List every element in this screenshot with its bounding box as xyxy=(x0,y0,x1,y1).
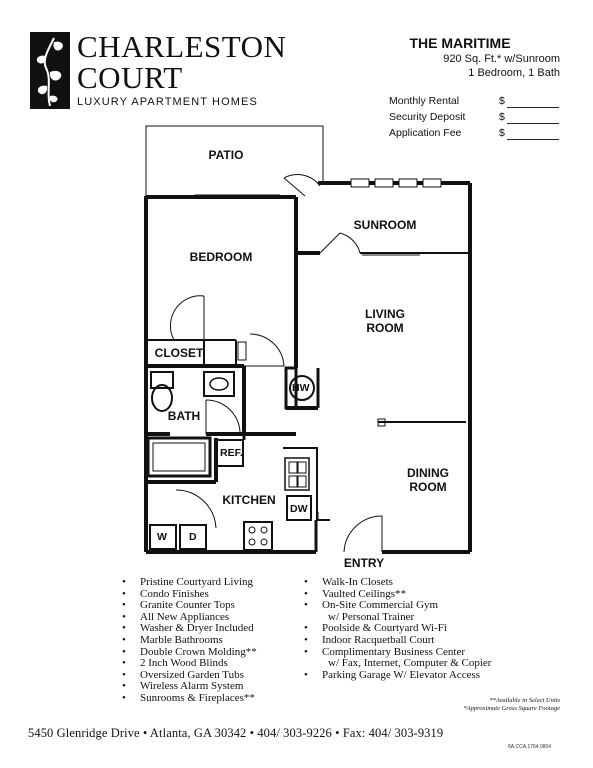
amenity-item: • Oversized Garden Tubs xyxy=(122,670,302,682)
amenity-item: • 2 Inch Wood Blinds xyxy=(122,658,302,670)
note-available: **Available in Select Units xyxy=(489,697,560,704)
amenity-item: • Pristine Courtyard Living xyxy=(122,577,302,589)
room-label-closet: CLOSET xyxy=(154,346,204,360)
fee-value-application: $ xyxy=(499,127,505,139)
amenity-item: • Poolside & Courtyard Wi-Fi xyxy=(304,623,524,635)
amenity-item-continuation: w/ Fax, Internet, Computer & Copier xyxy=(328,657,492,670)
plan-bed-bath: 1 Bedroom, 1 Bath xyxy=(468,67,560,79)
plan-sqft: 920 Sq. Ft.* w/Sunroom xyxy=(443,53,560,65)
brand-name-line1: CHARLESTON xyxy=(77,29,287,64)
amenity-item: • On-Site Commercial Gym xyxy=(304,600,524,612)
amenity-item: • Complimentary Business Center xyxy=(304,647,524,659)
room-label-patio: PATIO xyxy=(208,148,244,162)
room-label-dining-line2: ROOM xyxy=(409,480,447,494)
amenity-item: • Granite Counter Tops xyxy=(122,600,302,612)
fee-label-application: Application Fee xyxy=(389,127,462,139)
room-label-bedroom: BEDROOM xyxy=(189,250,253,264)
amenities-list-right xyxy=(304,577,524,681)
document-code: 8A.CCA.1764.0804 xyxy=(508,744,552,750)
footer-contact: 5450 Glenridge Drive • Atlanta, GA 30342 • 404/ 303-9226 • Fax: 404/ 303-9319 xyxy=(28,726,444,740)
room-label-sunroom: SUNROOM xyxy=(353,218,417,232)
room-label-living-line2: ROOM xyxy=(366,321,404,335)
refrigerator-label: REF. xyxy=(220,447,243,459)
amenity-item: • Washer & Dryer Included xyxy=(122,623,302,635)
room-label-dining xyxy=(396,466,460,494)
amenity-item: • Wireless Alarm System xyxy=(122,681,302,693)
plan-title: THE MARITIME xyxy=(409,35,511,51)
amenity-item-continuation: w/ Personal Trainer xyxy=(328,610,415,623)
fee-value-deposit: $ xyxy=(499,111,505,123)
room-label-kitchen: KITCHEN xyxy=(222,493,276,507)
amenity-item: • Double Crown Molding** xyxy=(122,647,302,659)
dryer-label: D xyxy=(189,531,197,543)
room-label-dining-line1: DINING xyxy=(407,466,449,480)
fee-label-deposit: Security Deposit xyxy=(389,111,466,123)
amenity-item: • Marble Bathrooms xyxy=(122,635,302,647)
water-heater-label: HW xyxy=(292,382,310,394)
fee-label-rental: Monthly Rental xyxy=(389,95,460,107)
brand-name-line2: COURT xyxy=(77,60,183,95)
brand-tagline: LUXURY APARTMENT HOMES xyxy=(77,96,258,108)
amenity-item: • Sunrooms & Fireplaces** xyxy=(122,693,302,705)
note-approx-sqft: *Approximate Gross Square Footage xyxy=(463,705,560,712)
room-label-living xyxy=(355,307,415,335)
amenity-item: • All New Appliances xyxy=(122,612,302,624)
amenity-item: • Indoor Racquetball Court xyxy=(304,635,524,647)
fee-value-rental: $ xyxy=(499,95,505,107)
amenity-item: • Vaulted Ceilings** xyxy=(304,589,524,601)
dishwasher-label: DW xyxy=(290,503,308,515)
amenities-list-left xyxy=(122,577,302,705)
amenity-item: • Parking Garage W/ Elevator Access xyxy=(304,670,524,682)
washer-label: W xyxy=(157,531,167,543)
room-label-bath: BATH xyxy=(167,409,201,423)
room-label-living-line1: LIVING xyxy=(364,307,405,321)
room-label-entry: ENTRY xyxy=(343,556,385,570)
amenity-item: • Condo Finishes xyxy=(122,589,302,601)
amenity-item: • Walk-In Closets xyxy=(304,577,524,589)
